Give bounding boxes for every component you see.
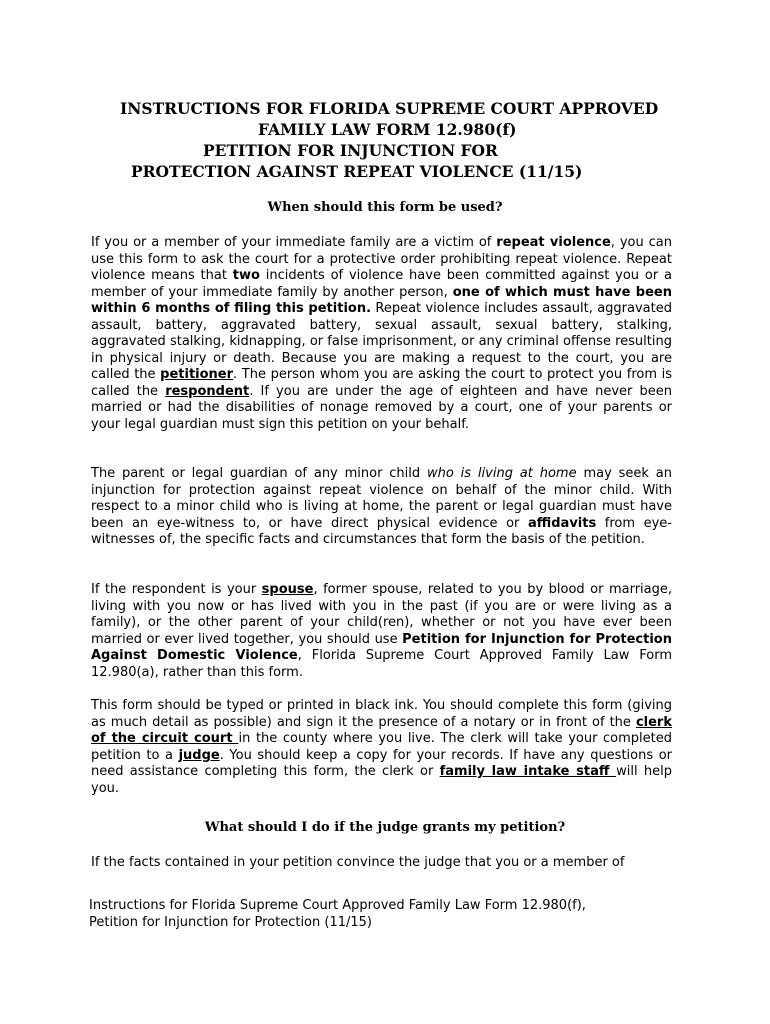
footer-line-1: Instructions for Florida Supreme Court Approved Family Law Form 12.980(f), (89, 898, 586, 913)
text: may seek an injunction for protection against repeat violence on behalf of the minor child. With respect to a minor child who is living at home, the parent or legal guardian must have been an eye-witness to, or have direct physical evidence or (91, 466, 672, 531)
text: will help you. (91, 764, 672, 796)
text: . You should keep a copy for your records. If have any questions or need assistance completing this form, the clerk or (91, 747, 672, 779)
text: This form should be typed or printed in black ink. You should complete this form (giving as much detail as possible) and sign it the presence of a notary or in front of the (91, 698, 672, 730)
text: , former spouse, related to you by blood or marriage, living with you now or has lived with you in the past (if you are or were living as a family), or the other parent of your child(ren), whether or not you have ever been married or ever lived together, you should use (91, 582, 672, 647)
title-line-1: INSTRUCTIONS FOR FLORIDA SUPREME COURT APPROVED (120, 99, 659, 118)
term-six-months: one of which must have been within 6 months of filing this petition. (91, 284, 673, 316)
term-spouse: spouse (261, 582, 314, 597)
text: , you can use this form to ask the court for a protective order prohibiting repeat violence. Repeat violence means that (91, 235, 672, 283)
term-two: two (232, 268, 260, 283)
document-title (0, 98, 770, 182)
title-line-2: FAMILY LAW FORM 12.980(f) (258, 120, 517, 139)
paragraph-repeat-violence (91, 235, 672, 433)
text: . The person whom you are asking the court to protect you from is called the (91, 367, 672, 399)
page-footer (89, 897, 709, 931)
text: If you or a member of your immediate family are a victim of (91, 235, 497, 250)
section-heading-when-used: When should this form be used? (267, 200, 503, 215)
paragraph-minor-child (91, 466, 672, 549)
term-respondent: respondent (165, 383, 250, 399)
term-domestic-violence-petition: Petition for Injunction for Protection Against Domestic Violence (91, 631, 672, 663)
text: from eye-witnesses of, the specific facts and circumstances that form the basis of the petition. (91, 515, 672, 547)
term-petitioner: petitioner (160, 367, 234, 382)
term-living-at-home: who is living at home (427, 466, 577, 481)
title-line-3: PETITION FOR INJUNCTION FOR (203, 141, 498, 160)
text: Repeat violence includes assault, aggravated assault, battery, aggravated battery, sexual assault, sexual battery, stalking, aggravated stalking, kidnapping, or false imprisonment, or any criminal offense resulting in physical injury or death. Because you are making a request to the court, you are called the (91, 301, 672, 382)
text: in the county where you live. The clerk will take your completed petition to a (91, 731, 672, 763)
term-judge: judge (178, 747, 220, 763)
paragraph-filing (91, 698, 672, 797)
text: If the respondent is your (91, 582, 262, 597)
text: , Florida Supreme Court Approved Family Law Form 12.980(a), rather than this form. (91, 648, 672, 680)
text: The parent or legal guardian of any minor child (91, 466, 427, 481)
text: incidents of violence have been committed against you or a member of your immediate family by another person, (91, 268, 672, 300)
paragraph-spouse (91, 582, 672, 681)
paragraph-petition-granted: If the facts contained in your petition convince the judge that you or a member of (91, 855, 625, 870)
section-heading-petition-granted: What should I do if the judge grants my petition? (204, 820, 566, 835)
title-line-4: PROTECTION AGAINST REPEAT VIOLENCE (11/15) (131, 162, 583, 181)
term-repeat-violence: repeat violence (496, 235, 611, 250)
footer-line-2: Petition for Injunction for Protection (11/15) (89, 915, 372, 930)
term-affidavits: affidavits (527, 515, 597, 531)
term-family-law-intake-staff: family law intake staff (439, 764, 617, 779)
term-clerk-of-court: clerk of the circuit court (91, 714, 672, 746)
text: . If you are under the age of eighteen and have never been married or had the disabilities of nonage removed by a court, one of your parents or your legal guardian must sign this petition on your behalf. (91, 383, 672, 432)
